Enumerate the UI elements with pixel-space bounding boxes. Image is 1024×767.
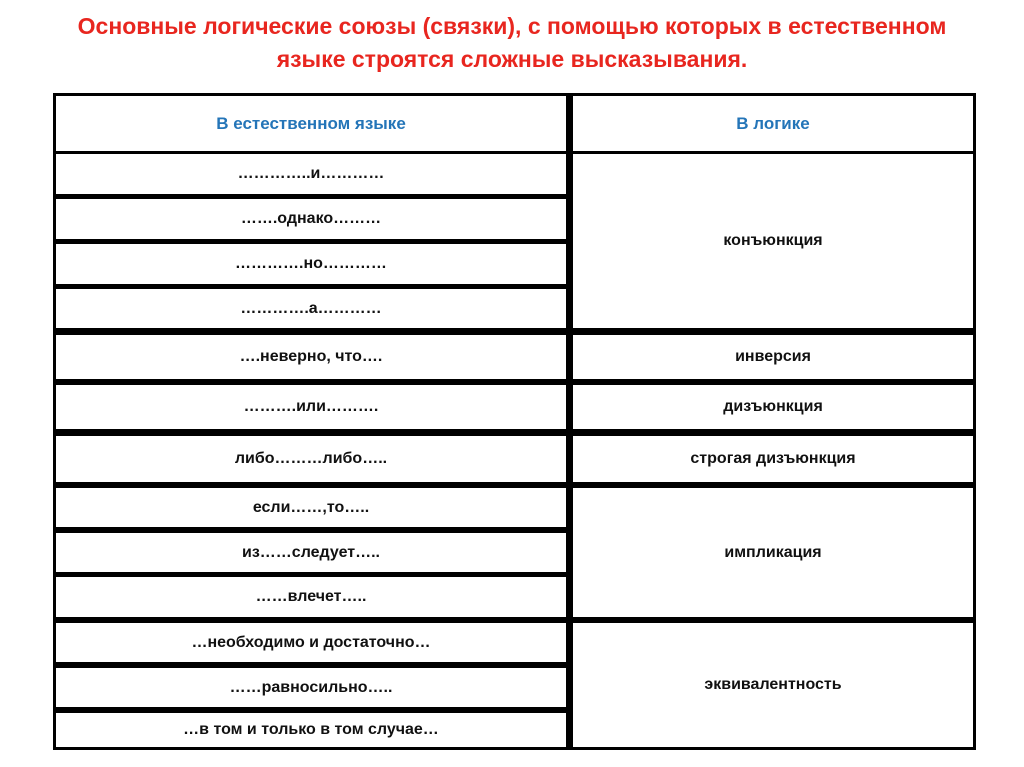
table-cell-logic: эквивалентность — [573, 623, 973, 747]
page-title: Основные логические союзы (связки), с помощью которых в естественном языке строятся сложные высказывания. — [77, 13, 947, 72]
header-logic: В логике — [573, 96, 973, 151]
table-cell-natural: если……,то….. — [56, 488, 566, 527]
table-cell-natural: из……следует….. — [56, 533, 566, 572]
table-cell-natural: ………….а………… — [56, 289, 566, 328]
table-cell-natural: ……….или………. — [56, 385, 566, 429]
table-cell-natural: ………….но………… — [56, 244, 566, 284]
table-cell-natural: …необходимо и достаточно… — [56, 623, 566, 662]
table-cell-natural: …………..и………… — [56, 154, 566, 194]
table-cell-logic: дизъюнкция — [573, 385, 973, 429]
header-natural-language: В естественном языке — [56, 96, 566, 151]
table-cell-natural: либо………либо….. — [56, 436, 566, 482]
table-cell-logic: строгая дизъюнкция — [573, 436, 973, 482]
table-cell-logic: импликация — [573, 488, 973, 617]
table-cell-natural: ….неверно, что…. — [56, 335, 566, 379]
table-cell-logic: инверсия — [573, 335, 973, 379]
table-cell-natural: …в том и только в том случае… — [56, 713, 566, 747]
table-cell-natural: ……равносильно….. — [56, 668, 566, 707]
table-cell-logic: конъюнкция — [573, 154, 973, 328]
table-cell-natural: ……влечет….. — [56, 577, 566, 617]
logic-connectives-table — [53, 93, 976, 750]
table-cell-natural: …….однако……… — [56, 199, 566, 239]
